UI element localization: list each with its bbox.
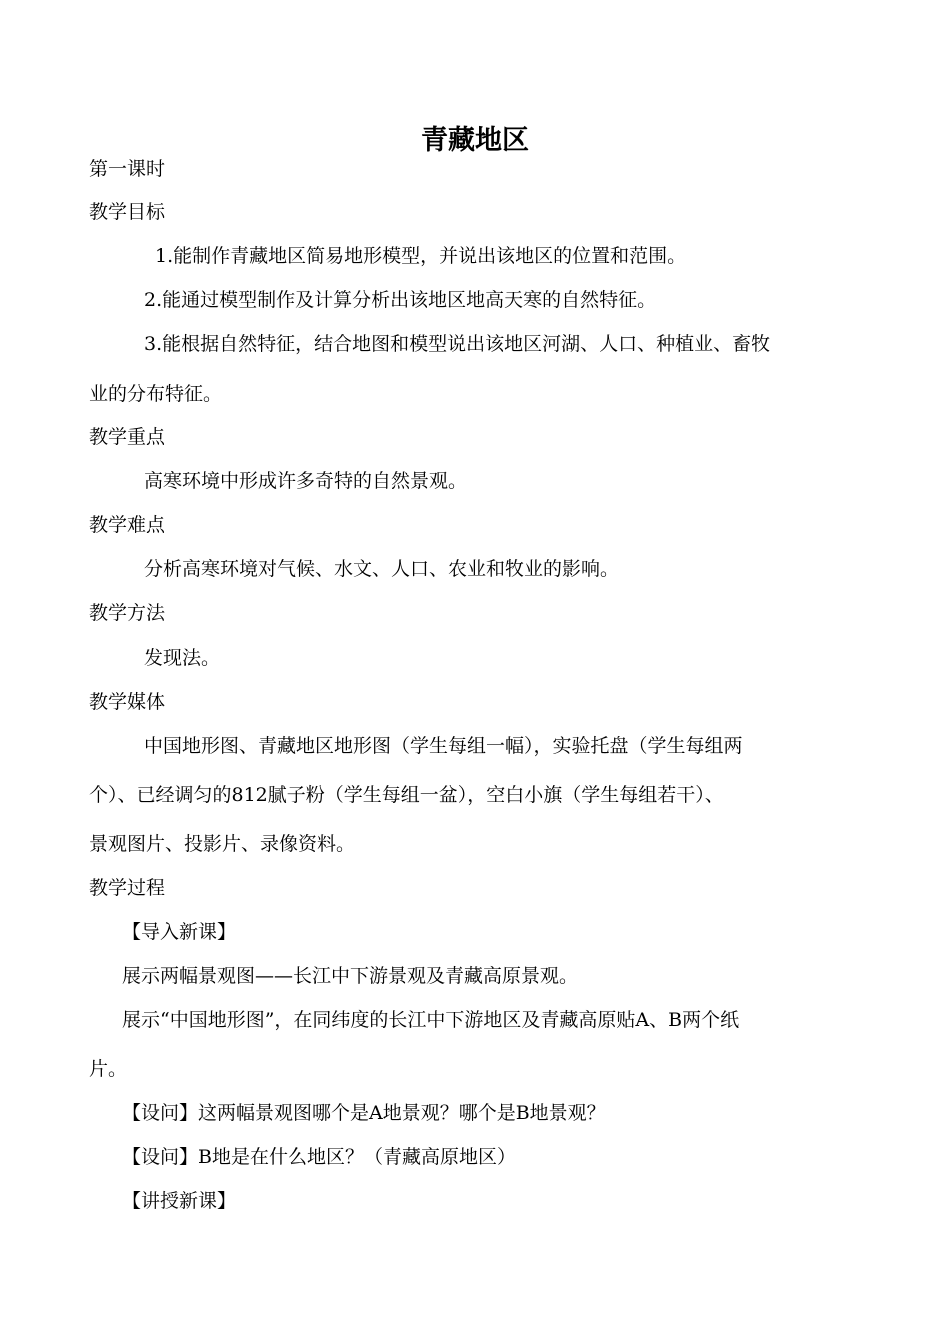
lesson-label: 第一课时: [89, 158, 166, 180]
objectives-heading: 教学目标: [89, 201, 166, 223]
objective-3: 3.能根据自然特征，结合地图和模型说出该地区河湖、人口、种植业、畜牧: [144, 333, 771, 355]
method-text: 发现法。: [144, 647, 221, 669]
key-points-heading: 教学重点: [89, 426, 166, 448]
process-line-1: 展示两幅景观图——长江中下游景观及青藏高原景观。: [122, 965, 579, 987]
process-question-1: 【设问】这两幅景观图哪个是A地景观？哪个是B地景观？: [122, 1102, 606, 1124]
difficulties-text: 分析高寒环境对气候、水文、人口、农业和牧业的影响。: [144, 558, 620, 580]
objective-1: 1.能制作青藏地区简易地形模型，并说出该地区的位置和范围。: [155, 245, 687, 267]
process-line-2-continued: 片。: [89, 1058, 128, 1080]
method-heading: 教学方法: [89, 602, 166, 624]
page-title: 青藏地区: [421, 125, 529, 156]
objective-2: 2.能通过模型制作及计算分析出该地区地高天寒的自然特征。: [144, 289, 657, 311]
process-heading: 教学过程: [89, 877, 166, 899]
difficulties-heading: 教学难点: [89, 514, 166, 536]
process-question-2: 【设问】B地是在什么地区？（青藏高原地区）: [122, 1146, 516, 1168]
media-line-2: 个）、已经调匀的812腻子粉（学生每组一盆），空白小旗（学生每组若干）、: [89, 784, 724, 806]
process-intro-label: 【导入新课】: [122, 921, 237, 943]
process-line-2: 展示“中国地形图”，在同纬度的长江中下游地区及青藏高原贴A、B两个纸: [122, 1009, 740, 1031]
media-heading: 教学媒体: [89, 691, 166, 713]
objective-3-continued: 业的分布特征。: [89, 383, 223, 405]
key-points-text: 高寒环境中形成许多奇特的自然景观。: [144, 470, 468, 492]
process-new-lesson-label: 【讲授新课】: [122, 1190, 237, 1212]
media-line-1: 中国地形图、青藏地区地形图（学生每组一幅），实验托盘（学生每组两: [144, 735, 743, 757]
media-line-3: 景观图片、投影片、录像资料。: [89, 833, 356, 855]
